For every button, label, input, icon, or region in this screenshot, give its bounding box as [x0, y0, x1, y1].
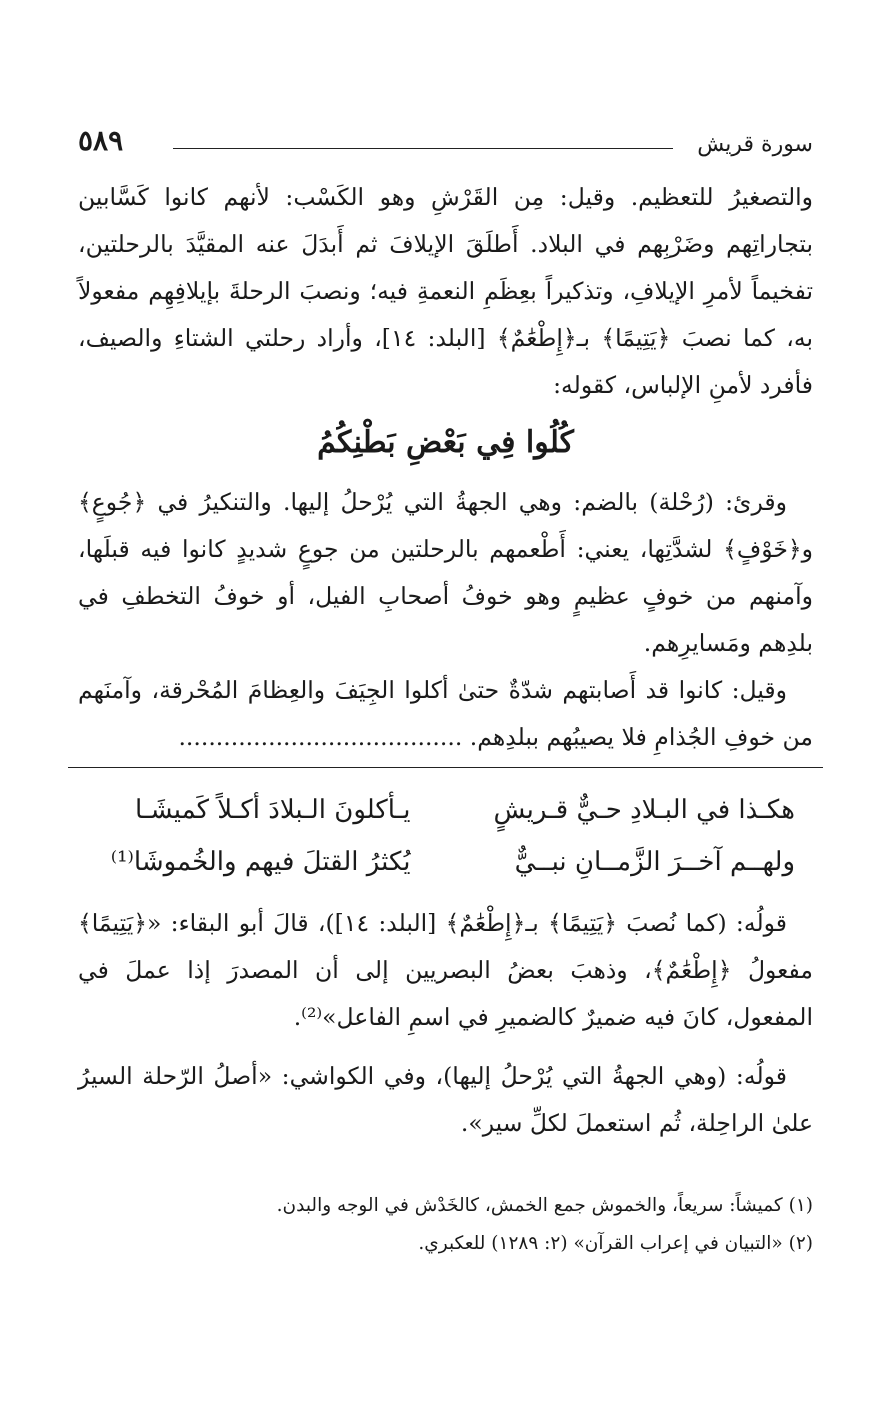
paragraph-5: قولُه: (وهي الجهةُ التي يُرْحلُ إليها)، وفي الكواشي: «أصلُ الرّحلة السيرُ علىٰ الراحِلة، ثُم استعملَ لكلِّ سير». [78, 1062, 813, 1137]
running-title: سورة قريش [697, 132, 813, 157]
paragraph-1: والتصغيرُ للتعظيم. وقيل: مِن القَرْشِ وهو الكَسْب: لأنهم كانوا كَسَّابين بتجاراتِهم وضَرْبِهم في البلاد. أَطلَقَ الإيلافَ ثم أَبدَلَ عنه المقيَّدَ بالرحلتين، تفخيماً لأمرِ الإيلافِ، وتذكيراً بعِظَمِ النعمةِ فيه؛ ونصبَ الرحلةَ بإيلافِهِم مفعولاً به، كما نصبَ ﴿يَتِيمًا﴾ بـ﴿إِطْعَٰمٌ﴾ [البلد: ١٤]، وأراد رحلتي الشتاءِ والصيف، فأفرد لأمنِ الإلباس، كقوله: [78, 183, 813, 399]
paragraph-4: قولُه: (كما نُصبَ ﴿يَتِيمًا﴾ بـ﴿إِطْعَٰمٌ﴾ [البلد: ١٤])، قالَ أبو البقاء: «﴿يَتِيمًا﴾ مفعولُ ﴿إِطْعَٰمٌ﴾، وذهبَ بعضُ البصريين إلى أن المصدرَ إذا عملَ في المفعول، كانَ فيه ضميرٌ كالضميرِ في اسمِ الفاعل»⁽²⁾. [78, 909, 813, 1031]
page-header [78, 120, 813, 160]
footnote-1: (١) كميشاً: سريعاً، والخموش جمع الخمش، كالخَدْش في الوجه والبدن. [276, 1195, 813, 1216]
footnotes [78, 1187, 813, 1263]
poem-line-1 [78, 784, 813, 836]
poem-hemistich-right: ولهــم آخــرَ الزَّمــانِ نبــيٌّ [514, 847, 795, 877]
page [78, 120, 813, 1377]
poetry-verse: كُلُوا فِي بَعْضِ بَطْنِكُمُ [317, 425, 574, 460]
paragraph-3: وقيل: كانوا قد أَصابتهم شدّةٌ حتىٰ أكلوا الجِيَفَ والعِظامَ المُحْرقة، وآمنَهم من خوفِ الجُذامِ فلا يصيبُهم ببلدِهم. ...................................... [78, 676, 813, 751]
poem [78, 784, 813, 888]
poem-hemistich-left: يـأكلونَ الـبلادَ أكـلاً كَميشَـا [135, 795, 411, 825]
section-divider [68, 767, 823, 768]
paragraph-2: وقرئ: (رُحْلة) بالضم: وهي الجهةُ التي يُرْحلُ إليها. والتنكيرُ في ﴿جُوعٍ﴾ و﴿خَوْفٍ﴾ لشدَّتِها، يعني: أَطْعمهم بالرحلتين من جوعٍ شديدٍ كانوا فيه قبلَها، وآمنهم من خوفٍ عظيمٍ وهو خوفُ أصحابِ الفيل، أو خوفُ التخطفِ في بلدِهم ومَسايرِهم. [78, 488, 813, 657]
header-rule [173, 148, 673, 149]
poem-hemistich-left: يُكثرُ القتلَ فيهم والخُموشَا⁽¹⁾ [110, 847, 411, 877]
footnote-2: (٢) «التبيان في إعراب القرآن» (٢: ١٢٨٩) للعكبري. [418, 1233, 813, 1254]
page-number: ٥٨٩ [78, 124, 124, 157]
poem-line-2 [78, 836, 813, 888]
poem-hemistich-right: هكـذا في البـلادِ حـيٌّ قـريشٍ [493, 795, 795, 825]
